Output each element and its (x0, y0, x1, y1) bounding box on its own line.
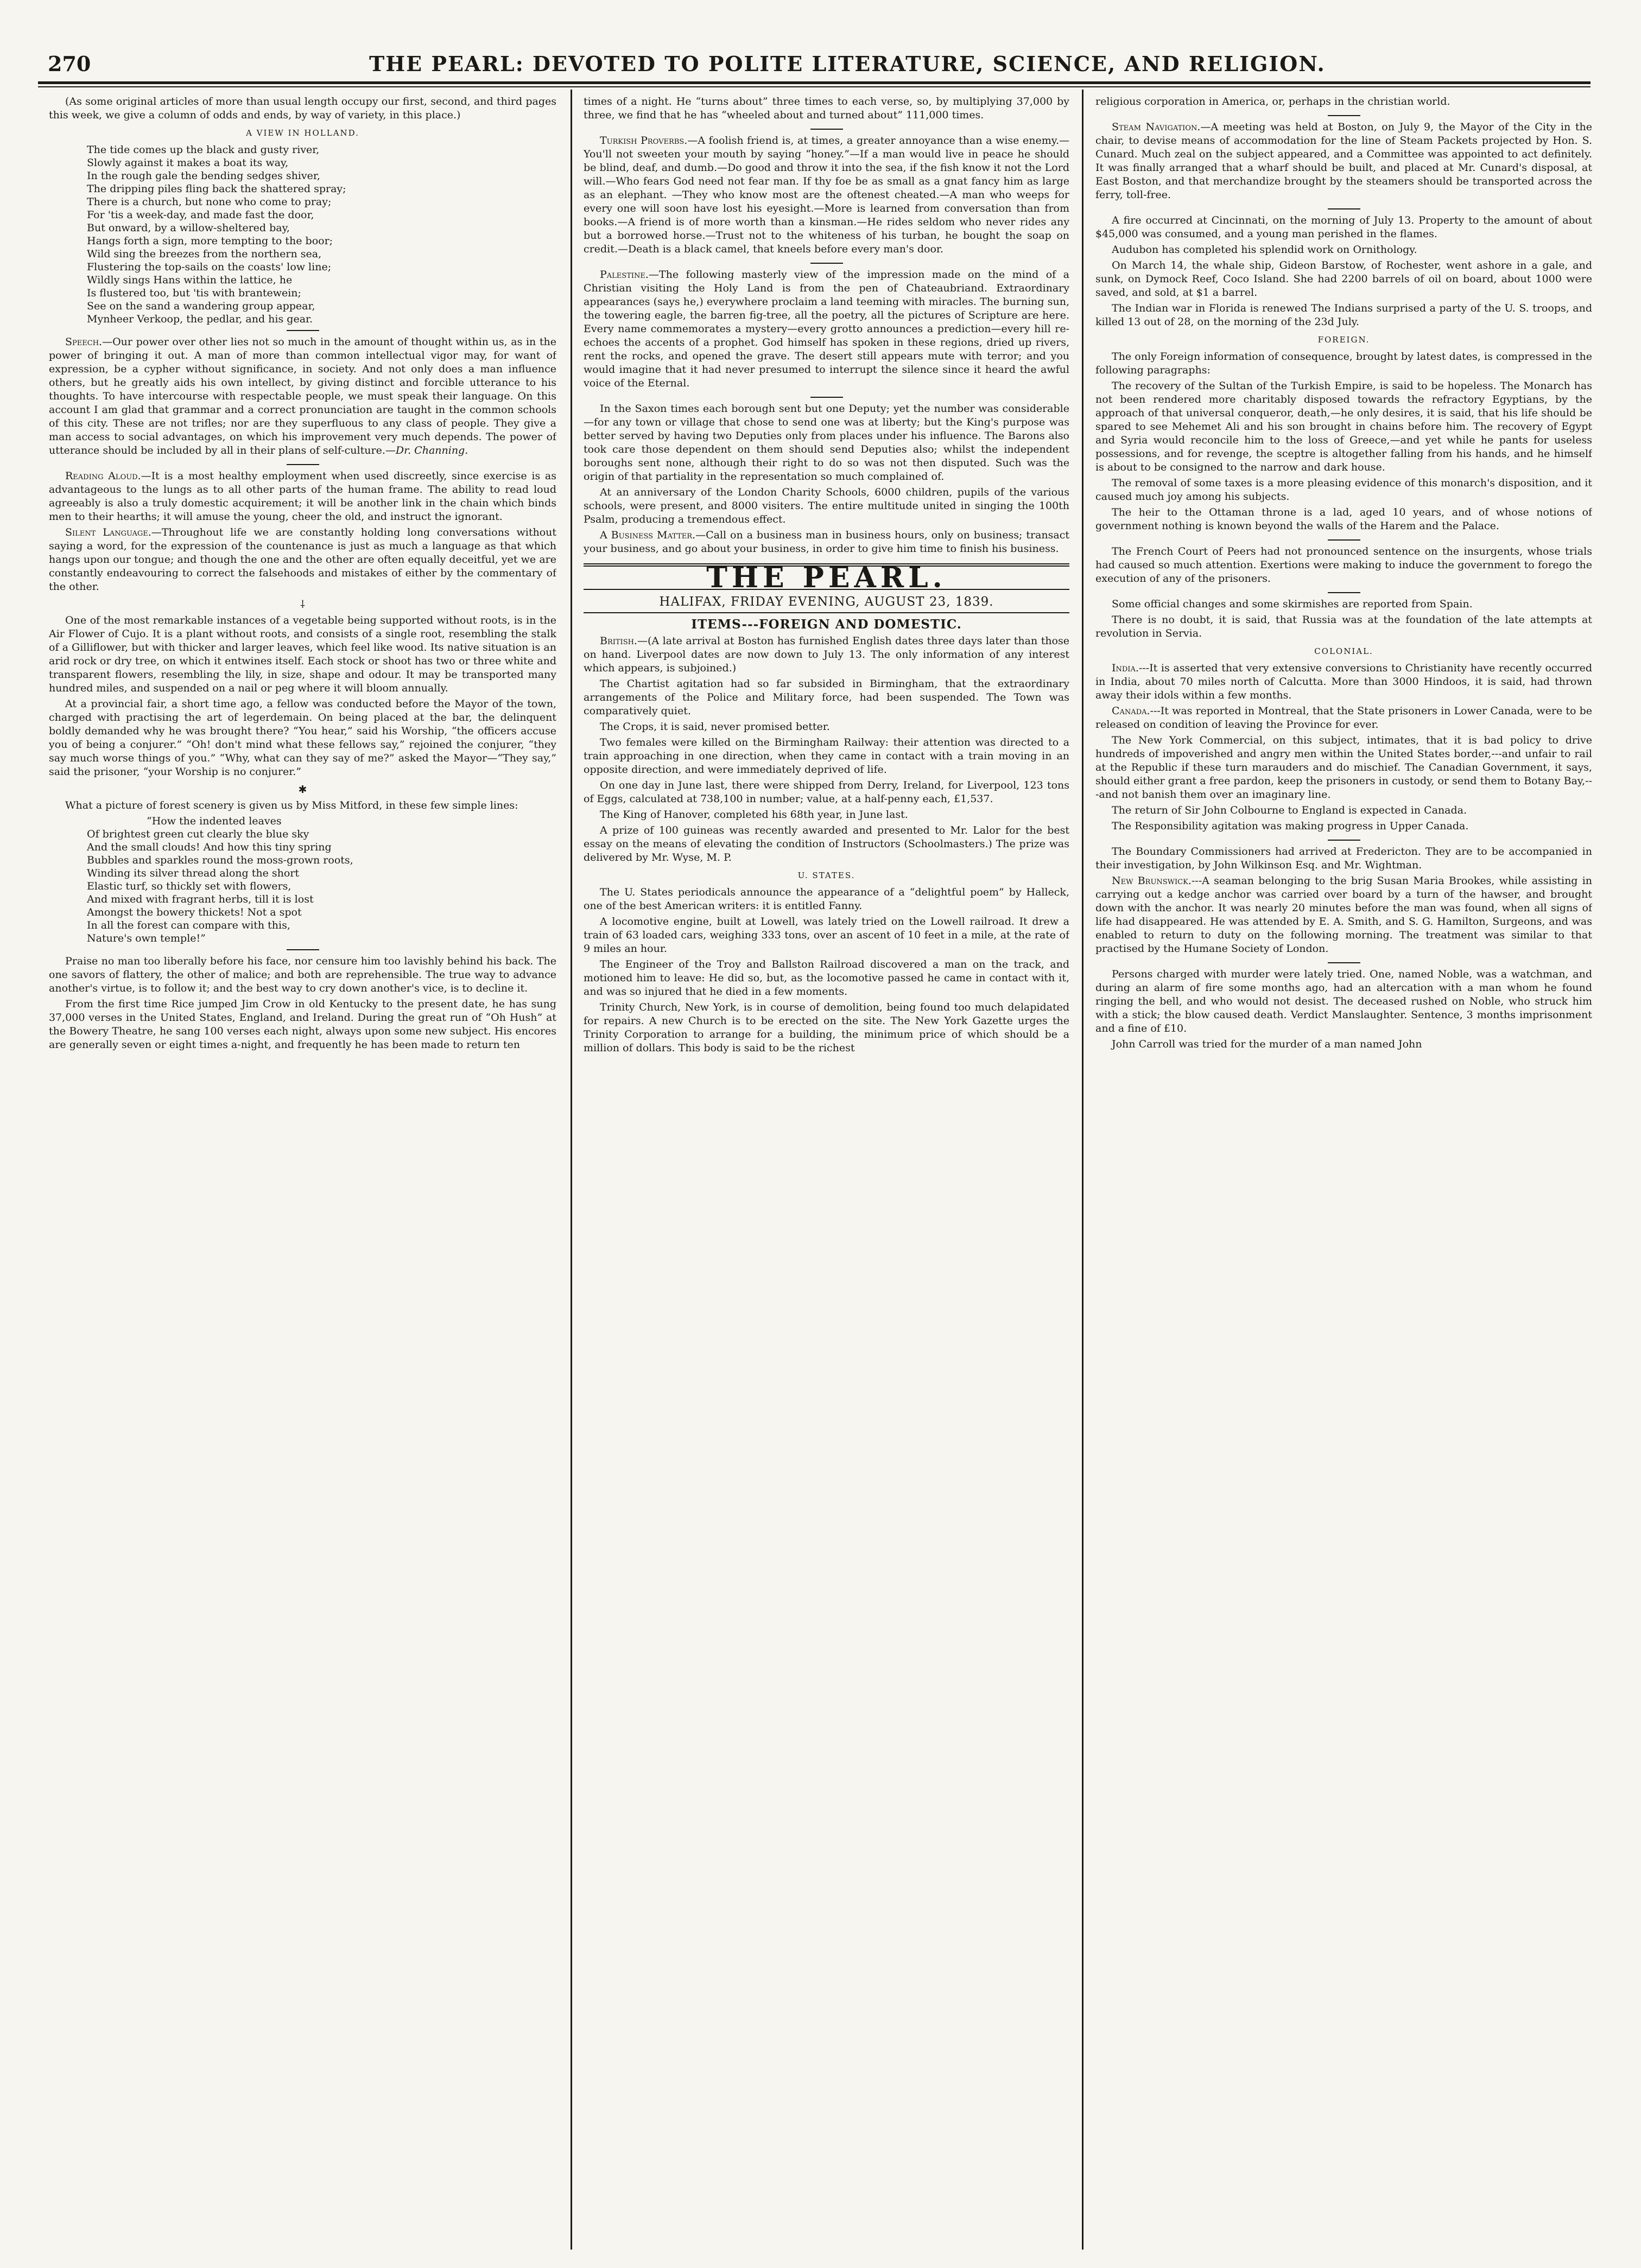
article-carroll: John Carroll was tried for the murder of a man named John (1112, 1038, 1422, 1050)
poem-line: And mixed with fragrant herbs, till it is lost (87, 893, 314, 905)
article-hanover: The King of Hanover, completed his 68th year, in June last. (600, 809, 908, 821)
separator (1328, 539, 1360, 541)
column-divider-left (571, 90, 572, 2250)
article-periodicals: The U. States periodicals announce the appearance of a “delightful poem” by Halleck, one of the best American writers: it is entitled Fanny. (584, 886, 1069, 912)
article-turkish-proverbs: Turkish Proverbs.—A foolish friend is, at times, a greater annoyance than a wise enemy.—You'll not sweeten your mouth by saying “honey.”—If a man would live in peace he should be blind, deaf, and dumb.—Do good and throw it into the sea, if the fish know it not the Lord will.—Who fears God need not fear man. If thy foe be as small as a gnat fancy him as large as an elephant. —They who know most are the oftenest cheated.—A man who weeps for every one will soon have lost his eyesight.—More is learned from conversation than from books.—A friend is of more worth than a kinsman.—He rides seldom who never rides any but a borrowed horse.—Trust not to the whiteness of his turban, he bought the soap on credit.—Death is a black camel, that kneels before every man's door. (584, 135, 1069, 255)
article-ny-commercial: The New York Commercial, on this subject, intimates, that it is bad policy to drive hundreds of impoverished and angry men within the United States border,---and unfair to rail at the Republic if these turn marauders and do mischief. The Canadian Government, it says, should either grant a free pardon, keep the prisoners in custody, or send them to Botany Bay,---and not banish them over an imaginary line. (1095, 734, 1592, 801)
article-india: India.---It is asserted that very extensive conversions to Christianity have recently occurred in India, about 70 miles north of Calcutta. More than 3000 Hindoos, it is said, had thrown away their idols within a few months. (1095, 662, 1592, 701)
article-chartist: The Chartist agitation had so far subsided in Birmingham, that the extraordinary arrangements of the Police and Military force, had been suspended. The Town was comparatively quiet. (584, 678, 1069, 717)
article-head: Turkish Proverbs. (600, 135, 688, 147)
article-heir: The heir to the Ottaman throne is a lad, aged 10 years, and of whose notions of government nothing is known beyond the walls of the Harem and the Palace. (1095, 506, 1592, 532)
article-foreign-intro: The only Foreign information of consequence, brought by latest dates, is compressed in the following paragraphs: (1095, 351, 1592, 376)
article-eggs: On one day in June last, there were shipped from Derry, Ireland, for Liverpool, 123 tons of Eggs, calculated at 738,100 in number; value, at a half-penny each, £1,537. (584, 779, 1069, 805)
poem-line: But onward, by a willow-sheltered bay, (87, 222, 290, 234)
article-new-brunswick: New Brunswick.---A seaman belonging to the brig Susan Maria Brookes, while assisting in carrying out a kedge anchor was carried over board by a turn of the hawser, and brought down with the anchor. It was nearly 20 minutes before the man was found, when all signs of life had disappeared. He was attended by E. A. Smith, and S. G. Hamilton, Surgeons, and was enabled to return to duty on the following morning. The treatment was similar to that practised by the Humane Society of London. (1095, 875, 1592, 955)
article-jim-crow: From the first time Rice jumped Jim Crow in old Kentucky to the present date, he has sung 37,000 verses in the United States, England, and Ireland. During the great run of “Oh Hush” at the Bowery Theatre, he sang 100 verses each night, always upon some new subject. His encores are generally seven or eight times a-night, and frequently he has been made to return ten (49, 998, 556, 1051)
separator (810, 397, 843, 398)
poem-line: Nature's own temple!” (87, 932, 206, 944)
article-head: New Brunswick. (1112, 875, 1192, 887)
separator (810, 263, 843, 264)
poem-line: “How the indented leaves (147, 815, 282, 827)
article-trinity-cont: religious corporation in America, or, perhaps in the christian world. (1095, 96, 1450, 107)
article-author: Dr. Channing. (395, 444, 468, 456)
article-steam-navigation: Steam Navigation.—A meeting was held at Boston, on July 9, the Mayor of the City in the chair, to devise means of accommodation for the line of Steam Packets projected by Hon. S. Cunard. Much zeal on the subject appeared, and a Committee was appointed to act definitely. It was finally arranged that a wharf should be built, and placed at Mr. Cunard's disposal, at East Boston, and that merchandize brought by the steamers should be transported across the ferry, toll-free. (1095, 121, 1592, 201)
masthead: THE PEARL. (584, 563, 1069, 590)
poem-line: Is flustered too, but 'tis with brantewein; (87, 287, 301, 299)
poem-line: In all the forest can compare with this, (87, 919, 290, 931)
poem-forest (49, 815, 556, 945)
article-speech: Speech.—Our power over other lies not so much in the amount of thought within us, as in the power of bringing it out. A man of more than common intellectual vigor may, for want of expression, be a cypher without significance, in society. And not only does a man influence others, but he greatly aids his own intellect, by giving distinct and forcible utterance to his thoughts. To have intercourse with respectable people, we must speak their language. On this account I am glad that grammar and a correct pronunciation are taught in the common schools of this city. These are not trifles; nor are they superfluous to any class of people. They give a man access to social advantages, on which his improvement very much depends. The power of utterance should be included by all in their plans of self-culture.—Dr. Channing. (49, 336, 556, 456)
article-railway: Two females were killed on the Birmingham Railway: their attention was directed to a train approaching in one direction, when they came in contact with a train moving in an opposite direction, and were immediately deprived of life. (584, 736, 1069, 776)
separator (1328, 962, 1360, 963)
article-locomotive: A locomotive engine, built at Lowell, was lately tried on the Lowell railroad. It drew a train of 63 loaded cars, weighing 333 tons, over an ascent of 10 feet in a mile, at the rate of 9 miles an hour. (584, 916, 1069, 955)
header-rule-thin (38, 86, 1591, 87)
column-divider-right (1082, 90, 1084, 2250)
poem-holland (49, 143, 556, 326)
subsection-foreign: FOREIGN. (1317, 335, 1370, 345)
article-boundary: The Boundary Commissioners had arrived at Fredericton. They are to be accompanied in their investigation, by John Wilkinson Esq. and Mr. Wightman. (1095, 846, 1592, 871)
poem-line: Wild sing the breezes from the northern sea, (87, 248, 322, 260)
separator (1328, 592, 1360, 593)
article-engineer: The Engineer of the Troy and Ballston Railroad discovered a man on the track, and motioned him to leave: He did so, but, as the locomotive passed he came in contact with it, and was so injured that he died in a few moments. (584, 958, 1069, 998)
poem-line: Bubbles and sparkles round the moss-grown roots, (87, 854, 353, 866)
article-taxes: The removal of some taxes is a more pleasing evidence of this monarch's disposition, and it caused much joy among his subjects. (1095, 477, 1592, 503)
article-business-matter: A Business Matter.—Call on a business man in business hours, only on business; transact your business, and go about your business, in order to give him time to finish his business. (584, 529, 1069, 555)
separator (1328, 840, 1360, 841)
column-3 (1095, 95, 1592, 2244)
poem-line: Elastic turf, so thickly set with flowers, (87, 880, 292, 892)
article-british: British.—(A late arrival at Boston has furnished English dates three days later than those on hand. Liverpool dates are now down to July 13. The only information of any interest which appears, is subjoined.) (584, 635, 1069, 674)
article-silent-language: Silent Language.—Throughout life we are constantly holding long conversations without saying a word, for the expression of the countenance is just as much a language as that which hangs upon our tongue; and though the one and the other are often equally deceitful, yet we are constantly endeavouring to correct the falsehoods and mistakes of either by the commentary of the other. (49, 526, 556, 593)
article-fire: A fire occurred at Cincinnati, on the morning of July 13. Property to the amount of about $45,000 was consumed, and a young man perished in the flames. (1095, 214, 1592, 240)
article-florida: The Indian war in Florida is renewed The Indians surprised a party of the U. S. troops, and killed 13 out of 28, on the morning of the 23d July. (1095, 302, 1592, 328)
poem-line: And the small clouds! And how this tiny spring (87, 841, 332, 853)
running-head: THE PEARL: DEVOTED TO POLITE LITERATURE, SCIENCE, AND RELIGION. (369, 52, 1326, 76)
article-sultan: The recovery of the Sultan of the Turkish Empire, is said to be hopeless. The Monarch has not been rendered more charitably disposed towards the refractory Egyptians, by the approach of that universal conqueror, death,—he only desires, it is said, that his life should be spared to see Mehemet Ali and his son brought in chains before him. The recovery of Egypt and Syria would reconcile him to the loss of Greece,—and yet while he pants for useless possessions, and for revenge, the sceptre is altogether falling from his hands, and he himself is about to be consigned to the narrow and dark house. (1095, 380, 1592, 473)
subsection-us: U. STATES. (797, 871, 856, 880)
article-conjurer: At a provincial fair, a short time ago, a fellow was conducted before the Mayor of the town, charged with practising the art of legerdemain. On being placed at the bar, the delinquent boldly demanded why he was brought there? “You hear,” said his Worship, “the officers accuse you of being a conjurer.” “Oh! don't mind what these fellows say,” rejoined the conjurer, “they say much worse things of you.” “Why, what can they say of me?” asked the Mayor—“They say,” said the prisoner, “your Worship is no conjurer.” (49, 698, 556, 778)
poem-line: Wildly sings Hans within the lattice, he (87, 274, 293, 286)
article-head: Speech. (65, 336, 103, 348)
column-1 (49, 95, 556, 2244)
article-saxon: In the Saxon times each borough sent but one Deputy; yet the number was considerable—for any town or village that chose to send one was at liberty; but the King's purpose was better served by having two Deputies only from places under his influence. The Barons also took care those dependent on them should send Deputies also; whilst the independent boroughs sent none, although their right to do so was not then disputed. Such was the origin of that partiality in the representation so much complained of. (584, 403, 1069, 482)
intro-note: (As some original articles of more than usual length occupy our first, second, and third pages this week, we give a column of odds and ends, by way of variety, in this place.) (49, 96, 556, 121)
poem-line: Mynheer Verkoop, the pedlar, and his gear. (87, 313, 313, 325)
poem-line: For 'tis a week-day, and made fast the door, (87, 209, 314, 221)
poem-line: Of brightest green cut clearly the blue sky (87, 828, 309, 840)
article-head: British. (600, 635, 637, 647)
article-prize: A prize of 100 guineas was recently awarded and presented to Mr. Lalor for the best essay on the means of elevating the condition of Instructors (Schoolmasters.) The prize was delivered by Mr. Wyse, M. P. (584, 824, 1069, 863)
article-reading-aloud: Reading Aloud.—It is a most healthy employment when used discreetly, since exercise is as advantageous to the lungs as to all other parts of the human frame. The ability to read loud agreeably is also a truly domestic acquirement; it will be another link in the chain which binds men to their hearths; it will amuse the young, cheer the old, and instruct the ignorant. (49, 470, 556, 523)
article-audubon: Audubon has completed his splendid work on Ornithology. (1112, 244, 1417, 256)
separator (810, 129, 843, 130)
article-russia: There is no doubt, it is said, that Russia was at the foundation of the late attempts at revolution in Servia. (1095, 614, 1592, 639)
page-number: 270 (48, 52, 91, 76)
article-head: Steam Navigation. (1112, 121, 1201, 133)
article-charity-schools: At an anniversary of the London Charity Schools, 6000 children, pupils of the various schools, were present, and 8000 visiters. The entire multitude united in singing the 100th Psalm, producing a tremendous effect. (584, 486, 1069, 525)
article-spain: Some official changes and some skirmishes are reported from Spain. (1112, 598, 1473, 610)
poem-line: Flustering the top-sails on the coasts' low line; (87, 261, 332, 273)
poem-line: Slowly against it makes a boat its way, (87, 157, 289, 169)
article-crops: The Crops, it is said, never promised better. (600, 721, 830, 733)
section-heading: ITEMS---FOREIGN AND DOMESTIC. (691, 617, 962, 632)
article-head: Silent Language. (65, 526, 151, 538)
article-trinity: Trinity Church, New York, is in course of demolition, being found too much delapidated for repairs. A new Church is to be erected on the site. The New York Gazette urges the Trinity Corporation to arrange for a building, the minimum price of which should be a million of dollars. This body is said to be the richest (584, 1001, 1069, 1054)
poem-line: See on the sand a wandering group appear, (87, 300, 315, 312)
article-head: Canada. (1112, 705, 1150, 717)
dateline: HALIFAX, FRIDAY EVENING, AUGUST 23, 1839. (584, 593, 1069, 613)
separator (287, 949, 319, 950)
separator (287, 464, 319, 465)
article-head: Reading Aloud. (65, 470, 141, 482)
page-header (0, 0, 1641, 81)
article-jim-crow-cont: times of a night. He “turns about” three times to each verse, so, by multiplying 37,000 by three, we find that he has “wheeled about and turned about” 111,000 times. (584, 96, 1069, 121)
article-murder-trial: Persons charged with murder were lately tried. One, named Noble, was a watchman, and during an alarm of fire some months ago, had an altercation with a man whom he found ringing the bell, and who would not desist. The deceased rushed on Noble, who struck him with a stick; the blow caused death. Verdict Manslaughter. Sentence, 3 months imprisonment and a fine of £10. (1095, 968, 1592, 1034)
article-whale-ship: On March 14, the whale ship, Gideon Barstow, of Rochester, went ashore in a gale, and sunk, on Dymock Reef, Coco Island. She had 2200 barrels of oil on board, about 1000 were saved, and sold, at $1 a barrel. (1095, 259, 1592, 298)
separator (1328, 208, 1360, 209)
poem-line: There is a church, but none who come to pray; (87, 196, 332, 208)
article-responsibility: The Responsibility agitation was making progress in Upper Canada. (1112, 820, 1469, 832)
poem-line: The tide comes up the black and gusty river, (87, 144, 320, 156)
poem-line: In the rough gale the bending sedges shiver, (87, 170, 320, 182)
asterisk-ornament: ✱ (298, 784, 307, 796)
forest-intro: What a picture of forest scenery is given us by Miss Mitford, in these few simple lines: (65, 799, 518, 811)
poem-line: Amongst the bowery thickets! Not a spot (87, 906, 302, 918)
separator (287, 330, 319, 331)
article-head: A Business Matter. (600, 529, 696, 541)
poem-title: A VIEW IN HOLLAND. (246, 128, 359, 138)
article-air-flower: One of the most remarkable instances of a vegetable being supported without roots, is in the Air Flower of Cujo. It is a plant without roots, and consists of a single root, resembling the stalk of a Gilliflower, but with thicker and larger leaves, which feel like wood. Its native situation is an arid rock or dry tree, on which it entwines itself. Each stock or shoot has two or three white and transparent flowers, resembling the lily, in size, shape and odour. It may be transported many hundred miles, and suspended on a nail or peg where it will bloom annually. (49, 614, 556, 694)
article-palestine: Palestine.—The following masterly view of the impression made on the mind of a Christian visiting the Holy Land is from the pen of Chateaubriand. Extraordinary appearances (says he,) everywhere proclaim a land teeming with miracles. The burning sun, the towering eagle, the barren fig-tree, all the poetry, all the pictures of Scripture are here. Every name commemorates a mystery—every grotto announces a prediction—every hill re-echoes the accents of a prophet. God himself has spoken in these regions, dried up rivers, rent the rocks, and opened the grave. The desert still appears mute with terror; and you would imagine that it had never presumed to interrupt the silence since it heard the awful voice of the Eternal. (584, 269, 1069, 389)
article-head: Palestine. (600, 269, 649, 281)
subsection-colonial: COLONIAL. (1314, 646, 1373, 656)
dagger-ornament: ⸸ (300, 599, 305, 611)
article-praise: Praise no man too liberally before his face, nor censure him too lavishly behind his back. The one savors of flattery, the other of malice; and both are reprehensible. The true way to advance another's virtue, is to follow it; and the best way to cry down another's vice, is to decline it. (49, 955, 556, 994)
article-court-of-peers: The French Court of Peers had not pronounced sentence on the insurgents, whose trials had caused so much attention. Exertions were making to induce the government to forego the execution of any of the prisoners. (1095, 545, 1592, 585)
separator (1328, 115, 1360, 116)
poem-line: Hangs forth a sign, more tempting to the boor; (87, 235, 333, 247)
poem-line: The dripping piles fling back the shattered spray; (87, 183, 346, 195)
article-colbourne: The return of Sir John Colbourne to England is expected in Canada. (1112, 804, 1467, 816)
header-rule-thick (38, 81, 1591, 84)
poem-line: Winding its silver thread along the short (87, 867, 300, 879)
article-canada: Canada.---It was reported in Montreal, that the State prisoners in Lower Canada, were to be released on condition of leaving the Province for ever. (1095, 705, 1592, 730)
article-head: India. (1112, 662, 1139, 674)
column-2 (584, 95, 1069, 2244)
